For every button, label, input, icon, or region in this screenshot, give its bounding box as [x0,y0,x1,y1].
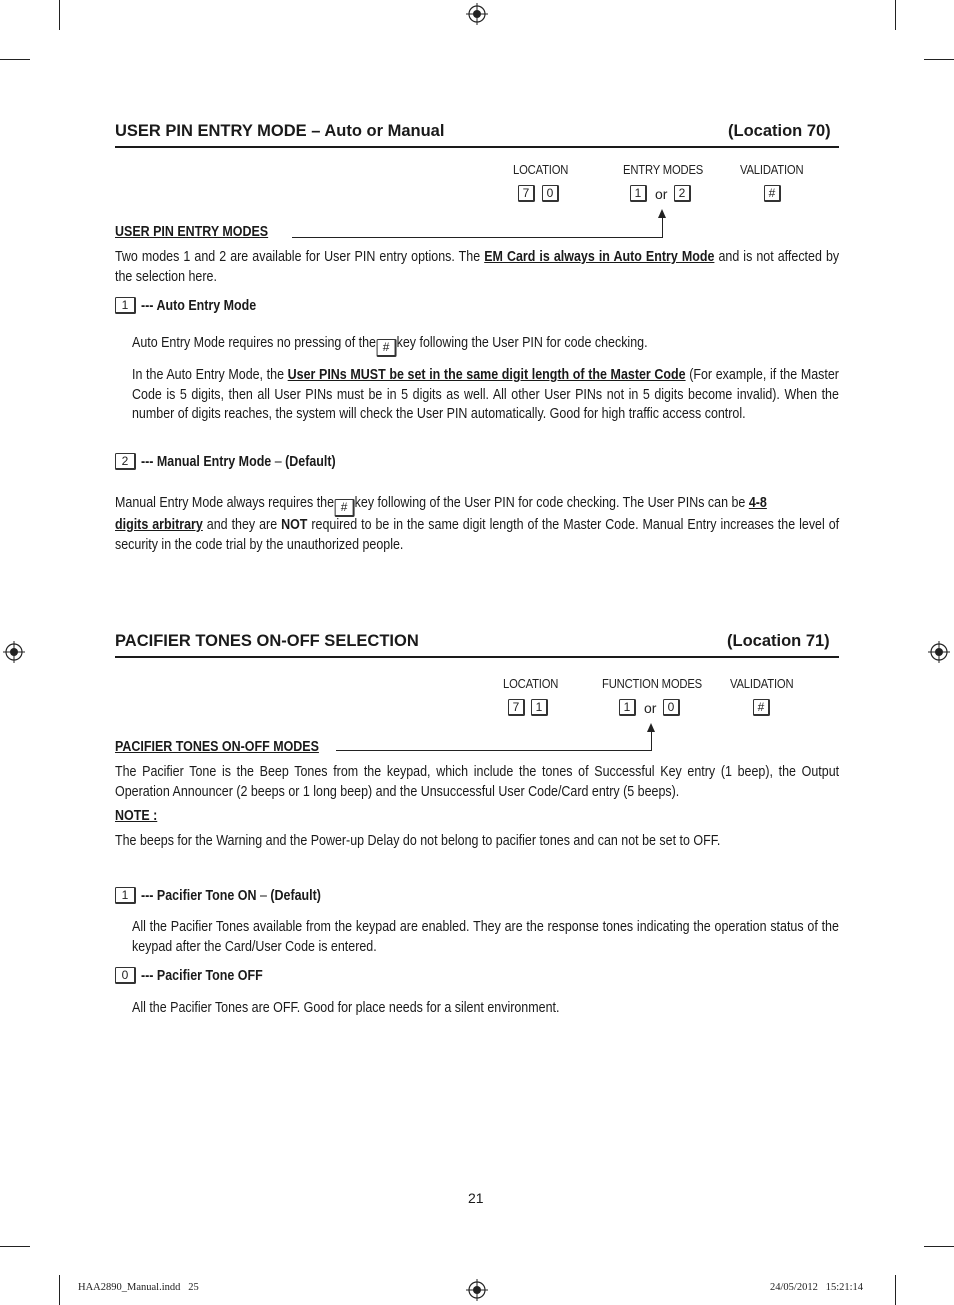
header-entry-modes: ENTRY MODES [623,163,704,177]
section2-rule [115,656,839,658]
or-text: or [644,700,657,716]
inline-key-hash: # [334,499,354,517]
manual-mode-text-cont: digits arbitrary and they are NOT required to be in the same digit length of the Master Code. Manual Entry increases the level of security in the code trial by the unauthorized people. [115,517,840,553]
key-0: 0 [663,699,680,716]
crop-mark [59,1275,60,1305]
header-location: LOCATION [513,163,569,177]
crop-mark [0,1246,30,1247]
crop-mark [924,1246,954,1247]
page-number: 21 [468,1190,484,1206]
option-auto-label: --- Auto Entry Mode [141,298,257,314]
footer-datetime: 24/05/2012 15:21:14 [770,1282,864,1293]
option-tone-off-label: --- Pacifier Tone OFF [141,968,263,984]
section1-intro: Two modes 1 and 2 are available for User PIN entry options. The EM Card is always in Auto Entry Mode and is not affected by the selection here. [115,249,840,285]
key-7: 7 [508,699,525,716]
section2-location: (Location 71) [727,632,830,650]
pointer-line [292,237,663,238]
pointer-line [336,750,652,751]
registration-mark-icon [928,641,950,663]
crop-mark [0,59,30,60]
note-text: The beeps for the Warning and the Power-up Delay do not belong to pacifier tones and can not be set to OFF. [115,833,721,849]
option-key-1: 1 [115,297,136,314]
key-7: 7 [518,185,535,202]
section1-title: USER PIN ENTRY MODE – Auto or Manual [115,122,445,140]
key-1: 1 [630,185,647,202]
section2-intro: The Pacifier Tone is the Beep Tones from the keypad, which include the tones of Successful Key entry (1 beep), the Output Operation Announcer (2 beeps or 1 long beep) and the Unsuccessful User Code/Card entry (5 beeps). [115,764,840,800]
key-1: 1 [619,699,636,716]
header-validation: VALIDATION [740,163,804,177]
section1-rule [115,146,839,148]
footer-file: HAA2890_Manual.indd 25 [78,1282,199,1293]
manual-mode-text: Manual Entry Mode always requires the # key following of the User PIN for code checking. The User PINs can be 4-8 [115,490,839,517]
section2-title: PACIFIER TONES ON-OFF SELECTION [115,632,419,650]
crop-mark [59,0,60,30]
crop-mark [895,0,896,30]
key-hash: # [753,699,770,716]
option-key-1: 1 [115,887,136,904]
note-label: NOTE : [115,808,158,824]
option-manual-label: --- Manual Entry Mode – (Default) [141,454,336,470]
header-validation: VALIDATION [730,677,794,691]
header-location: LOCATION [503,677,559,691]
option-key-2: 2 [115,453,136,470]
key-hash: # [764,185,781,202]
section1-subheading: USER PIN ENTRY MODES [115,224,269,240]
auto-mode-text: Auto Entry Mode requires no pressing of the # key following the User PIN for code checking. [132,334,648,357]
option-key-0: 0 [115,967,136,984]
registration-mark-icon [3,641,25,663]
auto-mode-detail: In the Auto Entry Mode, the User PINs MUST be set in the same digit length of the Master Code (For example, if the Master Code is 5 digits, then all User PINs must be in 5 digits as well. All other User PINs not in 5 digits become invalid). When the number of digits reaches, the system will check the User PIN automatically. Good for high traffic access control. [132,367,839,422]
pointer-line [662,216,663,237]
tone-on-text: All the Pacifier Tones available from the keypad are enabled. They are the response tones indicating the operation status of the keypad after the Card/User Code is entered. [132,919,839,955]
key-1: 1 [531,699,548,716]
section1-location: (Location 70) [728,122,831,140]
header-function-modes: FUNCTION MODES [602,677,702,691]
key-0: 0 [542,185,559,202]
pointer-line [651,730,652,750]
option-tone-on-label: --- Pacifier Tone ON – (Default) [141,888,321,904]
or-text: or [655,186,668,202]
registration-mark-icon [466,3,488,25]
registration-mark-icon [466,1279,488,1301]
tone-off-text: All the Pacifier Tones are OFF. Good for place needs for a silent environment. [132,1000,560,1016]
section2-subheading: PACIFIER TONES ON-OFF MODES [115,739,319,755]
key-2: 2 [674,185,691,202]
crop-mark [895,1275,896,1305]
crop-mark [924,59,954,60]
inline-key-hash: # [376,339,396,357]
